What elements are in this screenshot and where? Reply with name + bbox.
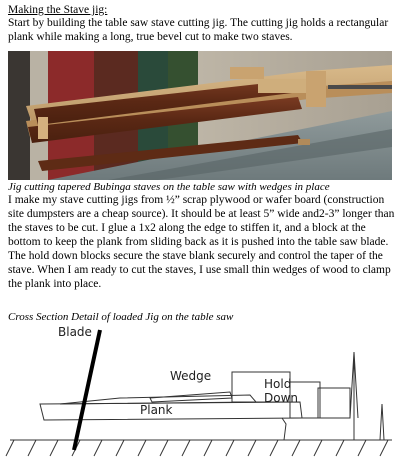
- label-down: Down: [264, 391, 299, 405]
- jig-photo: [8, 51, 392, 180]
- photo-caption: Jig cutting tapered Bubinga staves on the table saw with wedges in place: [8, 181, 330, 193]
- label-blade: Blade: [58, 325, 92, 339]
- label-plank: Plank: [140, 403, 173, 417]
- jig-photo-illustration: [8, 51, 392, 180]
- saw-table-hatching: [6, 440, 388, 456]
- label-wedge: Wedge: [170, 369, 212, 383]
- label-hold: Hold: [264, 377, 292, 391]
- diagram-caption: Cross Section Detail of loaded Jig on the table saw: [8, 311, 234, 323]
- section-heading: Making the Stave jig:: [8, 4, 108, 16]
- cross-section-diagram: [0, 322, 400, 473]
- body-paragraph: I make my stave cutting jigs from ½” scrap plywood or wafer board (construction site dumpsters are a cheap source). It should be at least 5” wide and2-3” longer than the staves to be cut. I glue a 1x2 along the edge to stiffen it, and a block at the bottom to keep the plank from sliding back as it is pushed into the table saw blade. The hold down blocks secure the stave blank securely and control the taper of the stave. When I am ready to cut the staves, I use small thin wedges of wood to clamp the plank into place.: [8, 194, 395, 290]
- intro-paragraph: Start by building the table saw stave cutting jig. The cutting jig holds a rectangular plank while making a long, true bevel cut to make two staves.: [8, 17, 389, 43]
- wedge-shape: [150, 392, 232, 402]
- jig-runner: [282, 418, 286, 440]
- rear-stop: [318, 388, 350, 418]
- saw-blade: [74, 330, 100, 450]
